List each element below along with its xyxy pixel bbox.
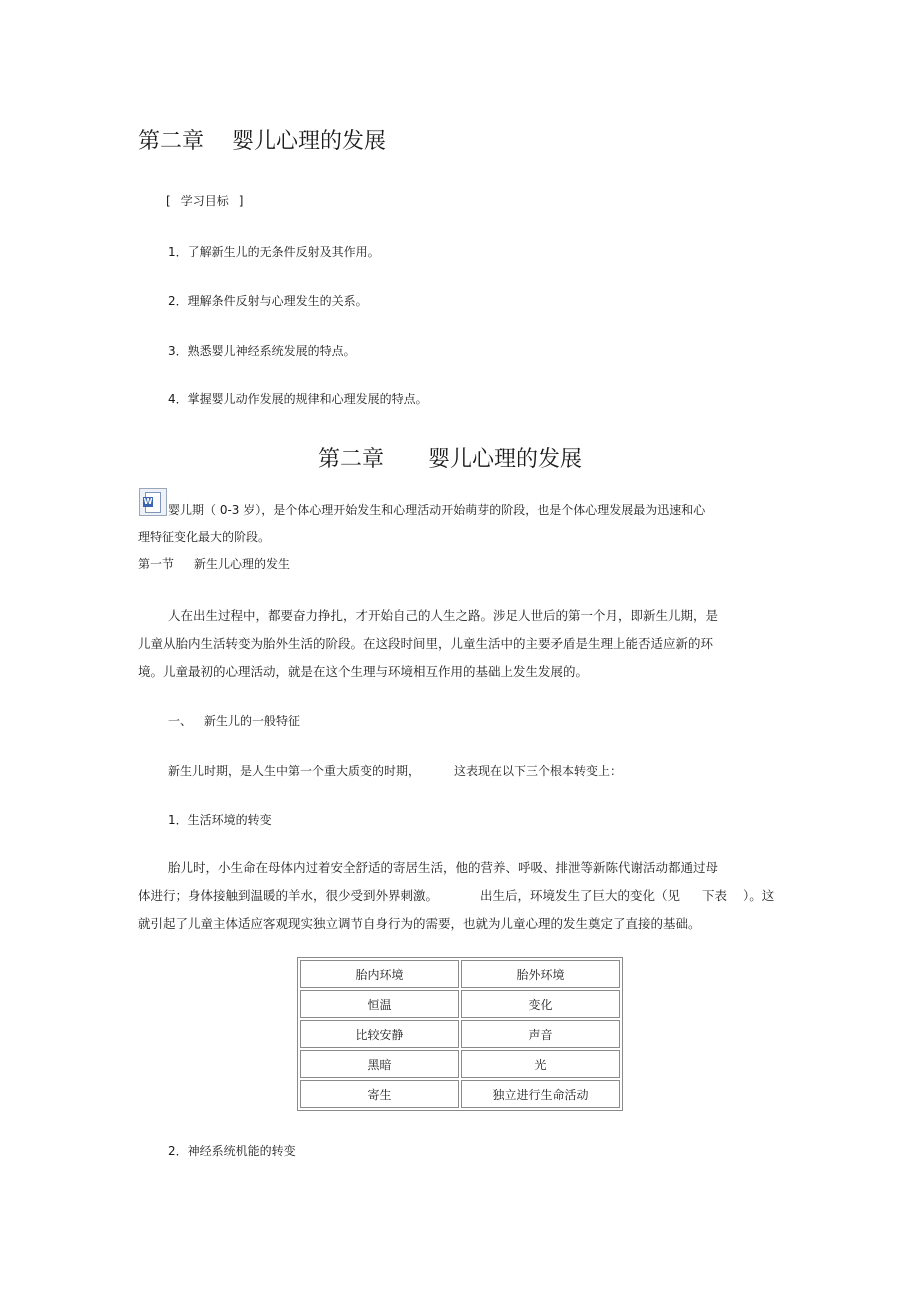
chapter-heading <box>138 124 386 155</box>
table-cell: 黑暗 <box>300 1050 459 1078</box>
table-cell: 光 <box>461 1050 620 1078</box>
para1-line-2: 儿童从胎内生活转变为胎外生活的阶段。在这段时间里，儿童生活中的主要矛盾是生理上能否适应新的环 <box>138 636 714 651</box>
objective-item-1: 1．了解新生儿的无条件反射及其作用。 <box>168 245 380 259</box>
intro-line-1: 婴儿期（ 0-3 岁），是个体心理开始发生和心理活动开始萌芽的阶段，也是个体心理发展最为迅速和心 <box>168 503 706 517</box>
item-1-heading: 1．生活环境的转变 <box>168 813 272 827</box>
subsection-title: 新生儿的一般特征 <box>204 714 301 728</box>
section-heading <box>138 555 290 572</box>
table-row <box>300 1020 620 1048</box>
table-header-cell: 胎内环境 <box>300 960 459 988</box>
center-chapter-number: 第二章 <box>318 447 385 472</box>
table-cell: 变化 <box>461 990 620 1018</box>
section-title: 新生儿心理的发生 <box>194 557 291 571</box>
table-cell: 比较安静 <box>300 1020 459 1048</box>
para3-line-1: 胎儿时，小生命在母体内过着安全舒适的寄居生活，他的营养、呼吸、排泄等新陈代谢活动都通过母 <box>168 860 719 875</box>
table-cell: 独立进行生命活动 <box>461 1080 620 1108</box>
section-number: 第一节 <box>138 557 175 571</box>
objective-item-2: 2．理解条件反射与心理发生的关系。 <box>168 294 368 308</box>
table-cell: 声音 <box>461 1020 620 1048</box>
objective-item-3: 3．熟悉婴儿神经系统发展的特点。 <box>168 344 356 358</box>
subsection-number: 一、 <box>168 714 193 728</box>
environment-table <box>297 957 623 1111</box>
para3-line-3: 就引起了儿童主体适应客观现实独立调节自身行为的需要，也就为儿童心理的发生奠定了直接的基础。 <box>138 916 701 931</box>
objective-item-4: 4．掌握婴儿动作发展的规律和心理发展的特点。 <box>168 392 428 406</box>
table-cell: 恒温 <box>300 990 459 1018</box>
embedded-document-icon: W <box>139 488 167 516</box>
para1-line-1: 人在出生过程中，都要奋力挣扎，才开始自己的人生之路。涉足人世后的第一个月，即新生儿期，是 <box>168 608 719 623</box>
table-cell: 寄生 <box>300 1080 459 1108</box>
subsection-heading <box>168 712 300 729</box>
para1-line-3: 境。儿童最初的心理活动，就是在这个生理与环境相互作用的基础上发生发展的。 <box>138 664 589 679</box>
center-chapter-title: 婴儿心理的发展 <box>428 447 583 472</box>
chapter-number: 第二章 <box>138 129 205 154</box>
objectives-label: [ 学习目标 ] <box>166 194 244 208</box>
chapter-title: 婴儿心理的发展 <box>232 129 387 154</box>
para3-line-2: 体进行；身体接触到温暖的羊水，很少受到外界刺激。 出生后，环境发生了巨大的变化（见 下表 ）。这 <box>138 888 775 903</box>
table-row <box>300 1080 620 1108</box>
para2 <box>168 762 622 779</box>
item-2-heading: 2．神经系统机能的转变 <box>168 1144 296 1158</box>
table-header-cell: 胎外环境 <box>461 960 620 988</box>
center-chapter-heading <box>318 442 582 473</box>
para2-part-2: 这表现在以下三个根本转变上： <box>454 764 623 778</box>
para2-part-1: 新生儿时期，是人生中第一个重大质变的时期， <box>168 764 421 778</box>
intro-line-2: 理特征变化最大的阶段。 <box>138 530 271 544</box>
table-header-row <box>300 960 620 988</box>
table-row <box>300 990 620 1018</box>
table-row <box>300 1050 620 1078</box>
